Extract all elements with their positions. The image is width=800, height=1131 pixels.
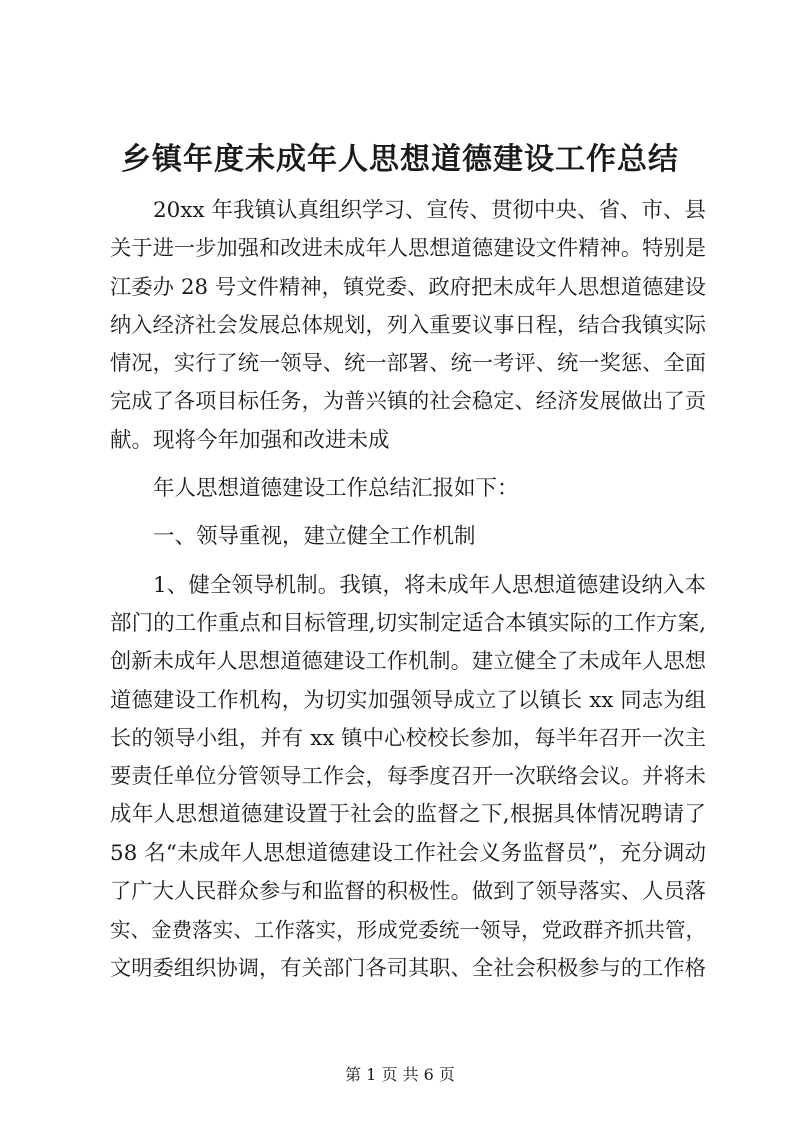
text-line: 献。现将今年加强和改进未成 [110, 427, 390, 453]
section-heading [110, 518, 706, 556]
text-line: 要责任单位分管领导工作会，每季度召开一次联络会议。并将未 [110, 764, 706, 790]
text-line: 关于进一步加强和改进未成年人思想道德建设文件精神。特别是 [110, 236, 706, 262]
document-body [110, 192, 706, 988]
text-line: 了广大人民群众参与和监督的积极性。做到了领导落实、人员落 [110, 879, 706, 905]
text-line: 创新未成年人思想道德建设工作机制。建立健全了未成年人思想 [110, 649, 706, 675]
text-line: 情况，实行了统一领导、统一部署、统一考评、统一奖惩、全面 [110, 351, 706, 377]
text-line: 江委办 28 号文件精神，镇党委、政府把未成年人思想道德建设 [110, 274, 706, 300]
text-line: 实、金费落实、工作落实，形成党委统一领导，党政群齐抓共管， [110, 918, 706, 943]
text-line: 20xx 年我镇认真组织学习、宣传、贯彻中央、省、市、县 [153, 198, 706, 223]
page-number-footer: 第 1 页 共 6 页 [345, 1065, 455, 1084]
text-line: 纳入经济社会发展总体规划，列入重要议事日程，结合我镇实际 [110, 312, 706, 338]
text-line: 部门的工作重点和目标管理,切实制定适合本镇实际的工作方案, [110, 610, 706, 636]
document-title: 乡镇年度未成年人思想道德建设工作总结 [121, 142, 679, 177]
text-line: 58 名“未成年人思想道德建设工作社会义务监督员”，充分调动 [110, 840, 706, 866]
text-line: 年人思想道德建设工作总结汇报如下： [153, 476, 519, 502]
paragraph-continuation [110, 470, 706, 508]
paragraph-intro [110, 192, 706, 460]
text-line: 完成了各项目标任务，为普兴镇的社会稳定、经济发展做出了贡 [110, 389, 706, 415]
paragraph-leadership-mechanism [110, 567, 706, 988]
text-line: 1、健全领导机制。我镇，将未成年人思想道德建设纳入本 [153, 572, 706, 598]
text-line: 一、领导重视，建立健全工作机制 [153, 524, 476, 550]
text-line: 长的领导小组，并有 xx 镇中心校校长参加，每半年召开一次主 [110, 725, 706, 751]
text-line: 文明委组织协调，有关部门各司其职、全社会积极参与的工作格 [110, 955, 706, 981]
text-line: 道德建设工作机构，为切实加强领导成立了以镇长 xx 同志为组 [110, 687, 706, 713]
text-line: 成年人思想道德建设置于社会的监督之下,根据具体情况聘请了 [110, 802, 706, 828]
